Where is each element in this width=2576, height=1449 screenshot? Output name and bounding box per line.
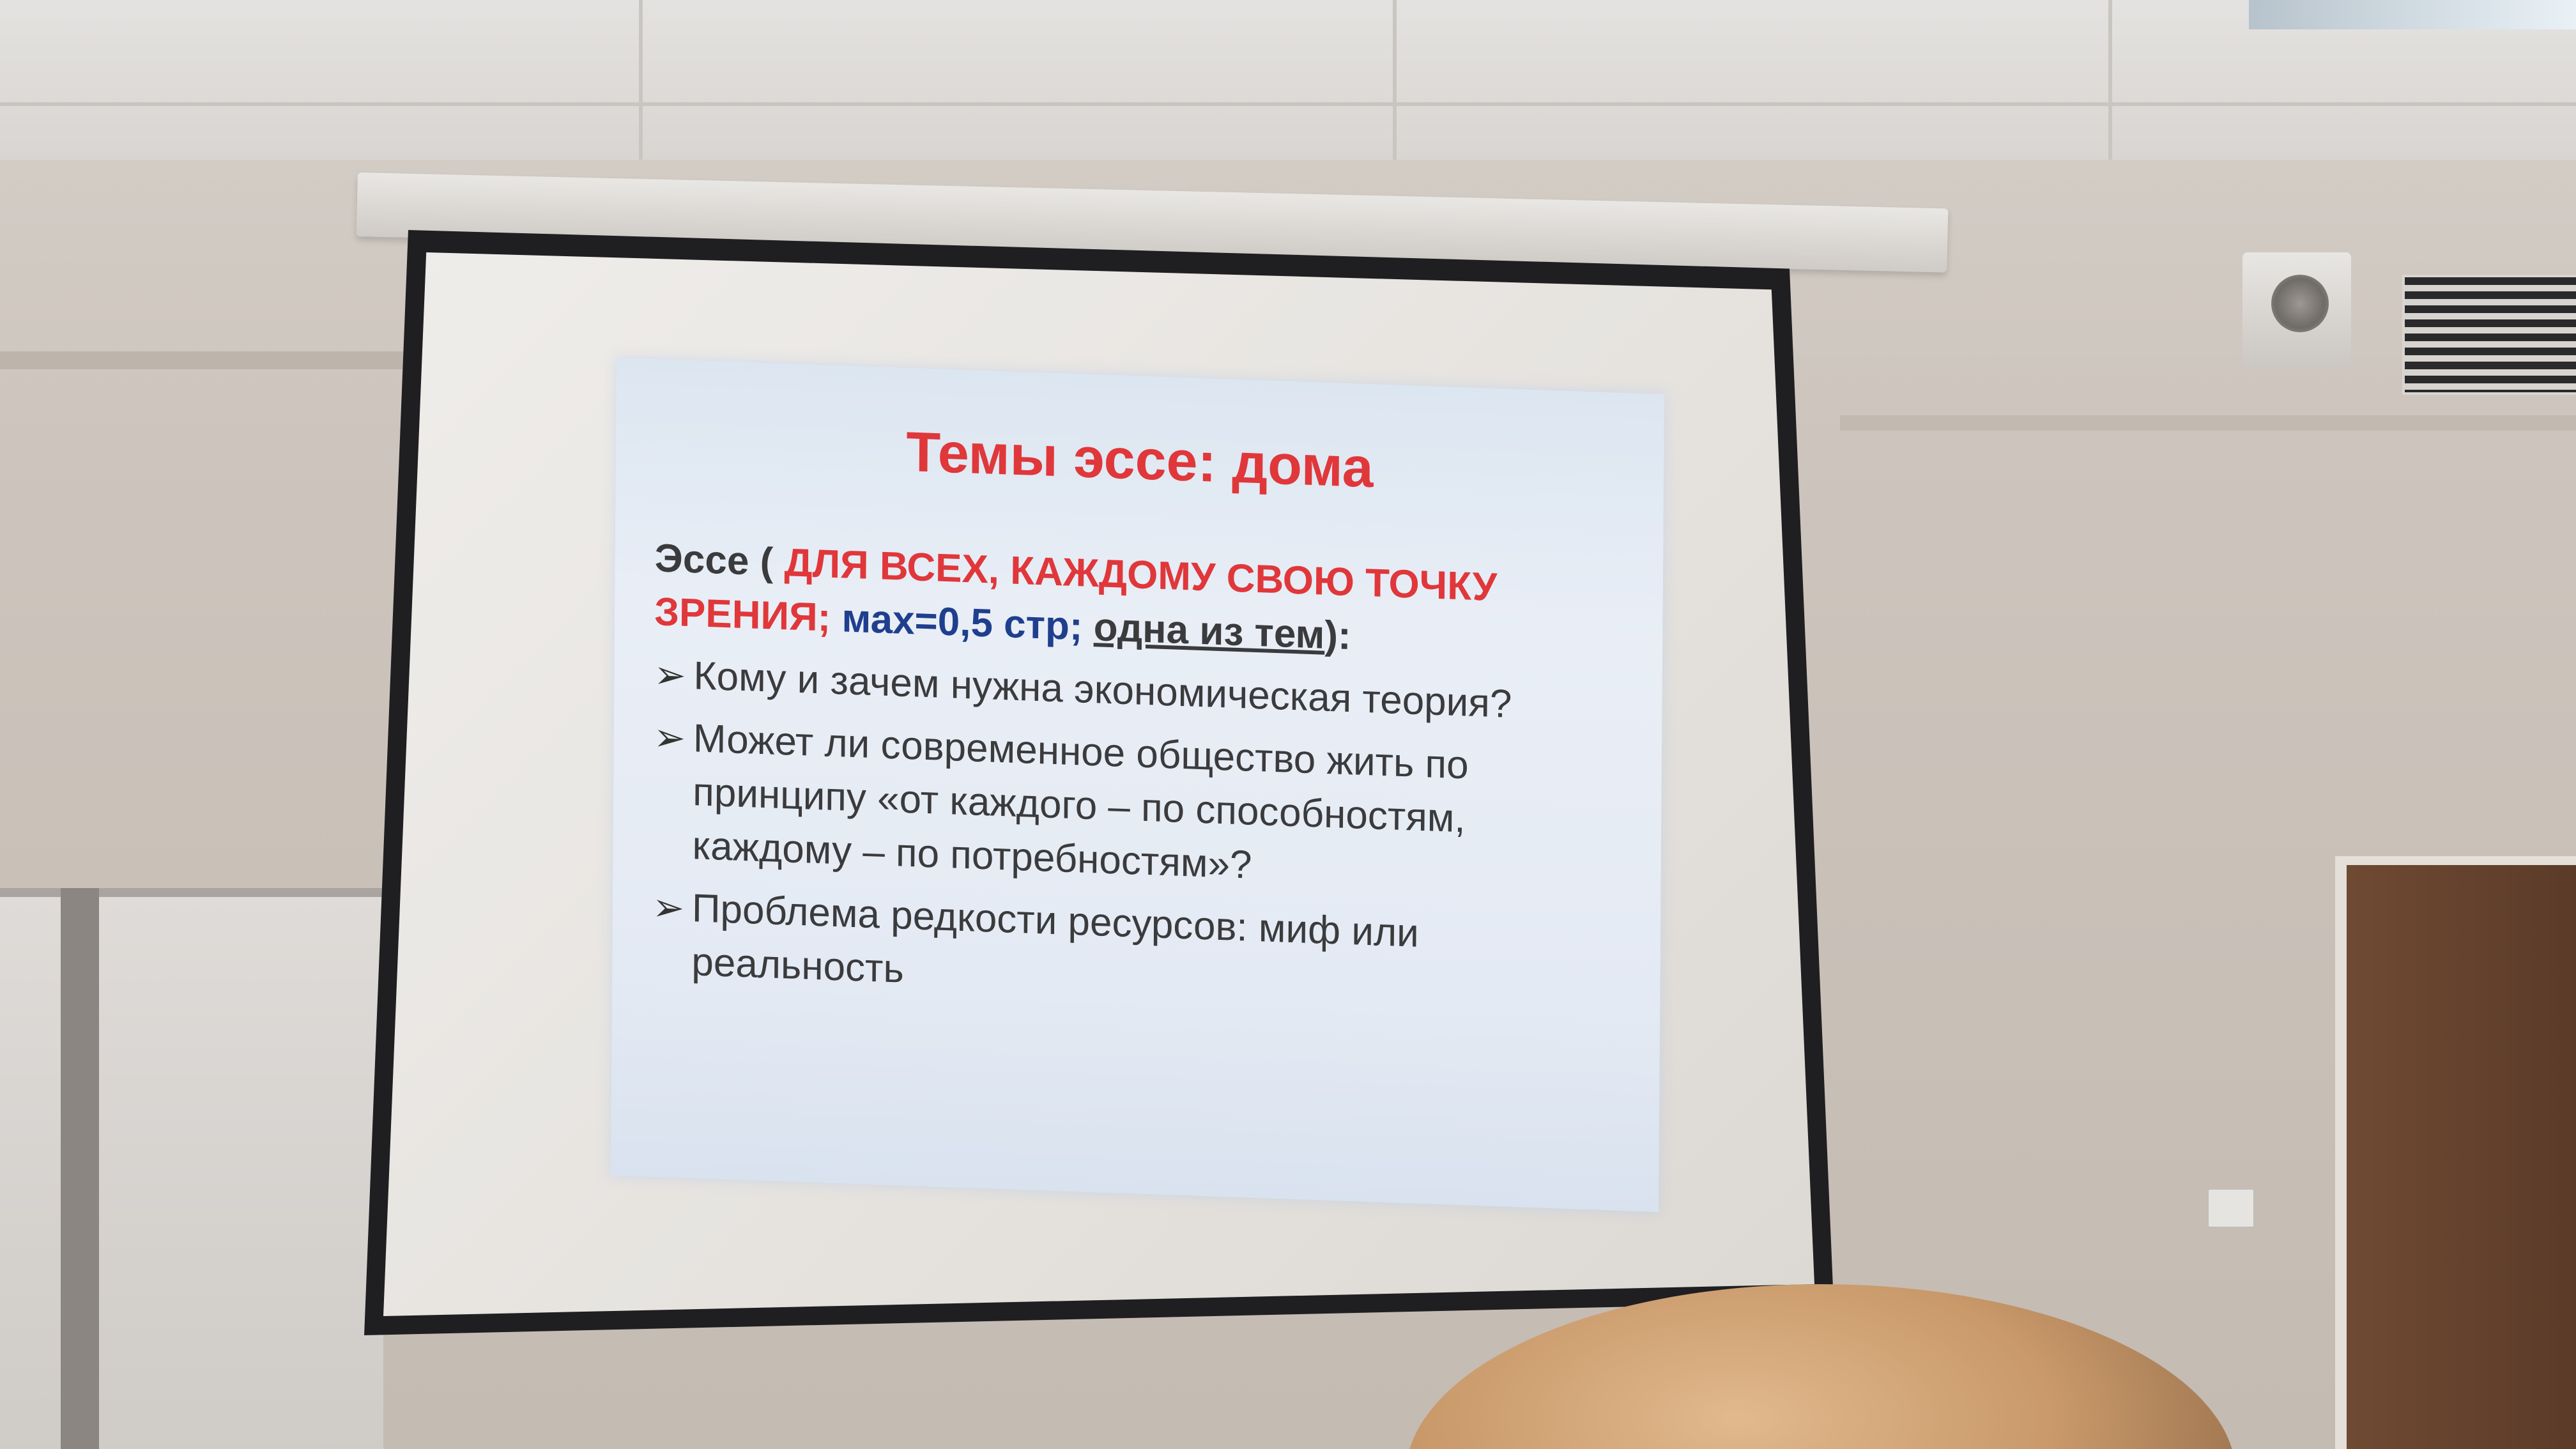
ceiling-seam — [639, 0, 643, 160]
arrow-bullet-icon: ➢ — [654, 653, 687, 697]
door — [2335, 856, 2576, 1449]
slide-title: Темы эссе: дома — [906, 419, 1374, 500]
wall-trim — [0, 351, 422, 369]
wall-trim — [1840, 415, 2576, 431]
light-switch — [2207, 1188, 2255, 1228]
intro-blue-text: мах=0,5 стр; — [841, 596, 1083, 649]
ceiling-seam — [1393, 0, 1397, 160]
ceiling-seam — [0, 102, 2576, 106]
intro-prefix: Эссе ( — [654, 536, 785, 585]
bullet-item — [652, 880, 1623, 1022]
bullet-text: Может ли современное общество жить по принципу «от каждого – по способностям, каждому – по потребностям»? — [692, 716, 1469, 887]
intro-underlined-text: одна из тем — [1093, 605, 1325, 657]
ceiling-light — [2249, 0, 2576, 29]
presentation-slide — [611, 358, 1664, 1212]
essay-intro — [654, 532, 1626, 673]
bullet-text: Кому и зачем нужна экономическая теория? — [693, 654, 1512, 726]
slide-body — [652, 532, 1626, 1022]
bullet-item — [652, 710, 1625, 905]
arrow-bullet-icon: ➢ — [652, 885, 685, 930]
whiteboard — [0, 888, 383, 1449]
intro-red-text: ДЛЯ ВСЕХ, КАЖДОМУ СВОЮ ТОЧКУ ЗРЕНИЯ; — [654, 540, 1498, 640]
arrow-bullet-icon: ➢ — [653, 716, 686, 760]
speaker-icon — [2242, 252, 2351, 367]
bullet-text: Проблема редкости ресурсов: миф или реальность — [691, 886, 1420, 992]
intro-suffix: ): — [1324, 613, 1351, 659]
ceiling-seam — [2108, 0, 2112, 160]
ceiling — [0, 0, 2576, 160]
whiteboard-frame — [61, 888, 99, 1449]
speaker-cone — [2271, 275, 2329, 332]
air-vent — [2402, 275, 2576, 395]
